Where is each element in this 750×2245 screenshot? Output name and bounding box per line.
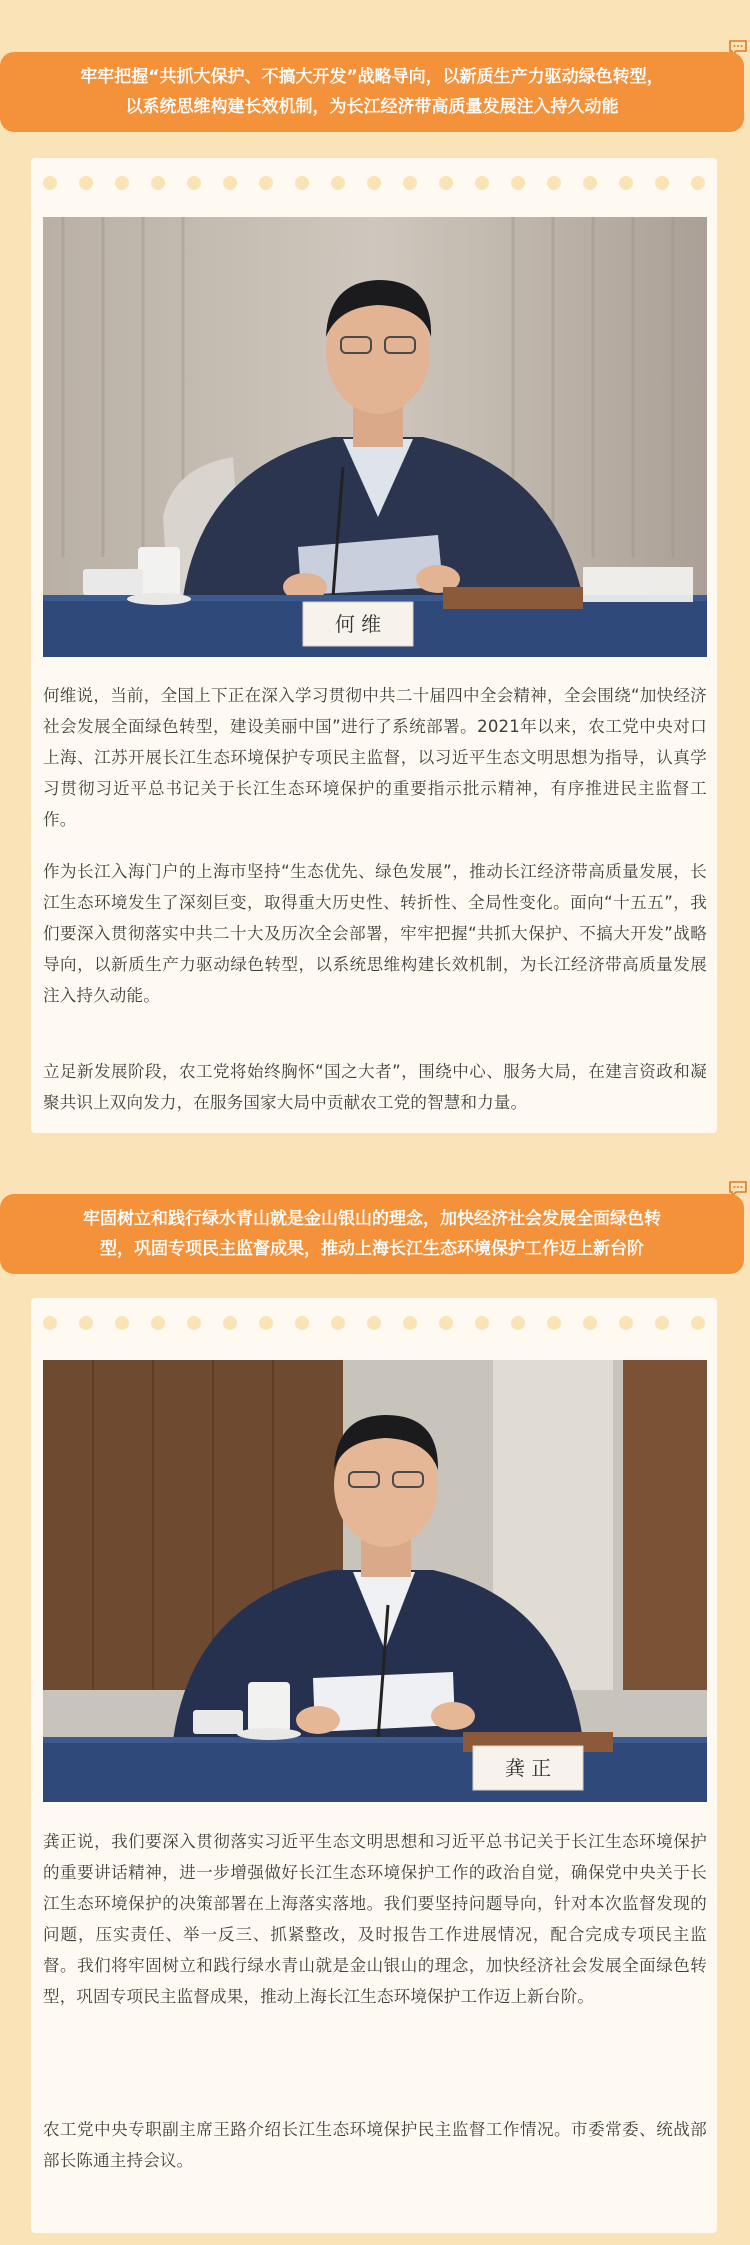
body-paragraph: 立足新发展阶段，农工党将始终胸怀“国之大者”，围绕中心、服务大局，在建言资政和凝聚共识上双向发力，在服务国家大局中贡献农工党的智慧和力量。 [43,1062,707,1112]
body-paragraph: 作为长江入海门户的上海市坚持“生态优先、绿色发展”，推动长江经济带高质量发展，长江生态环境发生了深刻巨变，取得重大历史性、转折性、全局性变化。面向“十五五”，我们要深入贯彻落实中共二十大及历次全会部署，牢牢把握“共抓大保护、不搞大开发”战略导向，以新质生产力驱动绿色转型，以系统思维构建长效机制，为长江经济带高质量发展注入持久动能。 [43,862,707,1005]
nameplate-text: 龚 正 [504,1756,552,1780]
content-card [31,158,717,1133]
decorative-dots [43,176,705,190]
banner-line: 牢固树立和践行绿水青山就是金山银山的理念，加快经济社会发展全面绿色转 [83,1209,661,1229]
nameplate-text: 何 维 [334,612,382,636]
banner-line: 牢牢把握“共抓大保护、不搞大开发”战略导向，以新质生产力驱动绿色转型， [80,67,664,87]
body-paragraph: 何维说，当前，全国上下正在深入学习贯彻中共二十届四中全会精神，全会围绕“加快经济社会发展全面绿色转型，建设美丽中国”进行了系统部署。2021年以来，农工党中央对口上海、江苏开展长江生态环境保护专项民主监督，以习近平生态文明思想为指导，认真学习贯彻习近平总书记关于长江生态环境保护的重要指示批示精神，有序推进民主监督工作。 [43,686,707,829]
section-banner [0,52,744,132]
banner-line: 型，巩固专项民主监督成果，推动上海长江生态环境保护工作迈上新台阶 [100,1239,644,1259]
body-paragraph: 农工党中央专职副主席王路介绍长江生态环境保护民主监督工作情况。市委常委、统战部部长陈通主持会议。 [43,2120,707,2170]
section-banner [0,1194,744,1274]
content-card [31,1298,717,2233]
speaker-photo [43,1360,707,1802]
decorative-dots [43,1316,705,1330]
banner-line: 以系统思维构建长效机制，为长江经济带高质量发展注入持久动能 [125,97,619,117]
body-paragraph: 龚正说，我们要深入贯彻落实习近平生态文明思想和习近平总书记关于长江生态环境保护的重要讲话精神，进一步增强做好长江生态环境保护工作的政治自觉，确保党中央关于长江生态环境保护的决策部署在上海落实落地。我们要坚持问题导向，针对本次监督发现的问题，压实责任、举一反三、抓紧整改，及时报告工作进展情况，配合完成专项民主监督。我们将牢固树立和践行绿水青山就是金山银山的理念，加快经济社会发展全面绿色转型，巩固专项民主监督成果，推动上海长江生态环境保护工作迈上新台阶。 [43,1832,707,2006]
speaker-photo [43,217,707,657]
